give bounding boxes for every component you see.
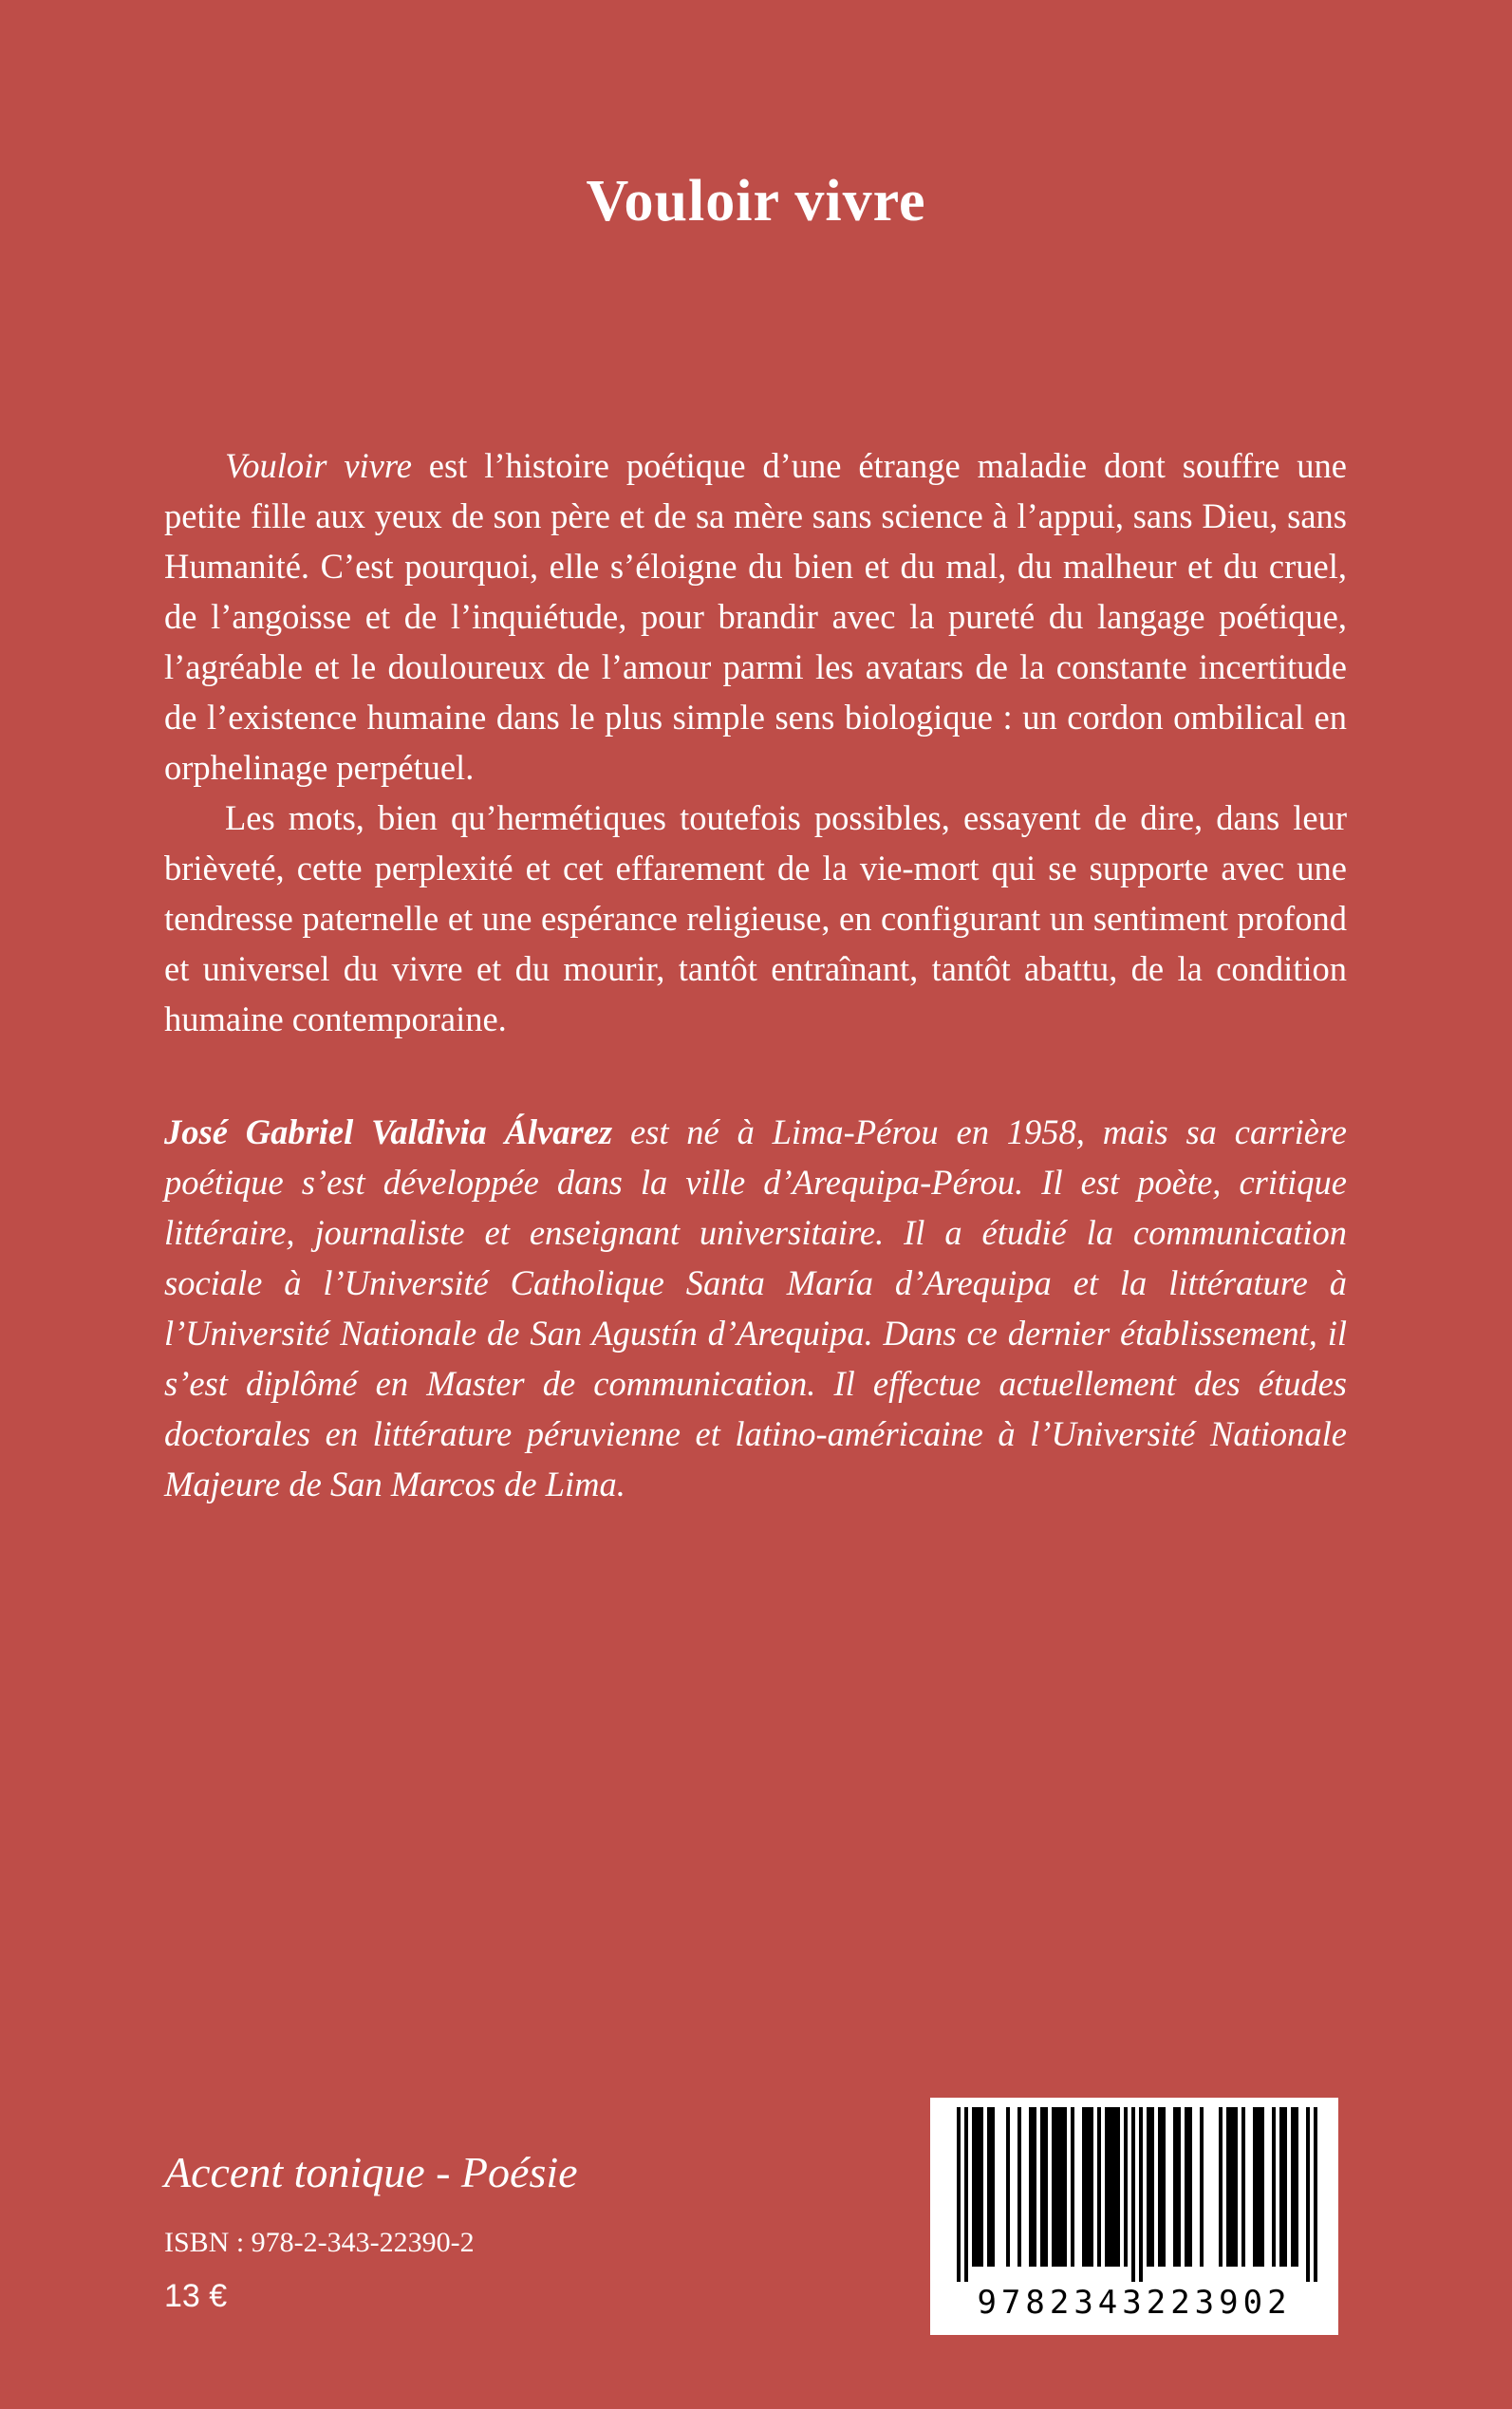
author-bio-text: est né à Lima-Pérou en 1958, mais sa carrière poétique s’est développée dans la ville d’Arequipa-Pérou. Il est poète, critique littéraire, journaliste et enseignant universitaire. Il a étudié la communication sociale à l’Université Catholique Santa María d’Arequipa et la littérature à l’Université Nationale de San Agustín d’Arequipa. Dans ce dernier établissement, il s’est diplômé en Master de communication. Il effectue actuellement des études doctorales en littérature péruvienne et latino-américaine à l’Université Nationale Majeure de San Marcos de Lima. [164,1112,1348,1503]
barcode-bar [1162,2107,1166,2267]
barcode-bar [1200,2107,1204,2267]
barcode-bar [957,2107,961,2282]
barcode-bar [1173,2107,1177,2267]
barcode-bar [1283,2107,1287,2267]
barcode-bar [1124,2107,1128,2267]
barcode-bar [964,2107,968,2282]
barcode-bar [1090,2107,1093,2267]
barcode-bar [1177,2107,1181,2267]
barcode-bar [1257,2107,1260,2267]
barcode-bar [1306,2107,1310,2282]
book-title: Vouloir vivre [586,169,926,233]
barcode-bar [1230,2107,1234,2267]
barcode-bar [1017,2107,1021,2267]
barcode-bar [1071,2107,1074,2267]
barcode-bar [987,2107,991,2267]
barcode-bar [1006,2107,1010,2267]
barcode-bar [1109,2107,1112,2267]
barcode-bar [1112,2107,1116,2267]
barcode-bar [1253,2107,1257,2267]
price: 13 € [164,2278,228,2314]
barcode-bar [1063,2107,1067,2267]
barcode-bars [943,2107,1325,2282]
author-name: José Gabriel Valdivia Álvarez [164,1112,613,1151]
barcode-bar [1033,2107,1036,2267]
barcode-bar [1295,2107,1298,2267]
barcode-bar [991,2107,995,2267]
barcode-bar [1279,2107,1283,2267]
barcode-bar [976,2107,980,2267]
barcode-bar [1314,2107,1317,2282]
synopsis-paragraph-2: Les mots, bien qu’hermétiques toutefois possibles, essayent de dire, dans leur brièveté, cette perplexité et cet effarement de la vie-mort qui se supporte avec une tendresse paternelle et une espérance religieuse, en configurant un sentiment profond et universel du vivre et du mourir, tantôt entraînant, tantôt abattu, de la condition humaine contemporaine. [164,798,1347,1038]
synopsis-paragraph-1 [164,440,1347,793]
barcode-bar [1188,2107,1192,2267]
barcode-bar [1105,2107,1109,2267]
barcode-bar [1044,2107,1048,2267]
barcode-bar [980,2107,983,2267]
barcode-bar [1116,2107,1120,2267]
barcode-bar [1291,2107,1295,2267]
barcode-number: 9782343223902 [977,2284,1292,2322]
synopsis [164,440,1347,1044]
barcode [930,2098,1338,2335]
barcode-bar [1150,2107,1154,2267]
synopsis-paragraph-1-text: est l’histoire poétique d’une étrange maladie dont souffre une petite fille aux yeux de son père et de sa mère sans science à l’appui, sans Dieu, sans Humanité. C’est pourquoi, elle s’éloigne du bien et du mal, du malheur et du cruel, de l’angoisse et de l’inquiétude, pour brandir avec la pureté du langage poétique, l’agréable et le douloureux de l’amour parmi les avatars de la constante incertitude de l’existence humaine dans le plus simple sens biologique : un cordon ombilical en orphelinage perpétuel. [164,446,1347,787]
barcode-bar [1260,2107,1264,2267]
barcode-bar [1055,2107,1059,2267]
barcode-bar [1241,2107,1245,2267]
synopsis-title-italic: Vouloir vivre [225,446,412,485]
barcode-bar [1219,2107,1223,2267]
collection-name: Accent tonique - Poésie [164,2148,578,2196]
author-bio [164,1107,1347,1509]
barcode-bar [1185,2107,1188,2267]
barcode-bar [1234,2107,1238,2267]
barcode-bar [1158,2107,1162,2267]
barcode-bar [1082,2107,1086,2267]
barcode-bar [972,2107,976,2267]
barcode-bar [1139,2107,1143,2282]
barcode-bar [1272,2107,1276,2267]
isbn: ISBN : 978-2-343-22390-2 [164,2227,475,2258]
barcode-bar [1052,2107,1055,2267]
barcode-bar [1147,2107,1150,2267]
barcode-bar [1131,2107,1135,2282]
barcode-bar [1226,2107,1230,2267]
barcode-bar [1040,2107,1044,2267]
barcode-bar [1086,2107,1090,2267]
barcode-bar [1097,2107,1101,2267]
barcode-bar [1029,2107,1033,2267]
barcode-bar [1059,2107,1063,2267]
